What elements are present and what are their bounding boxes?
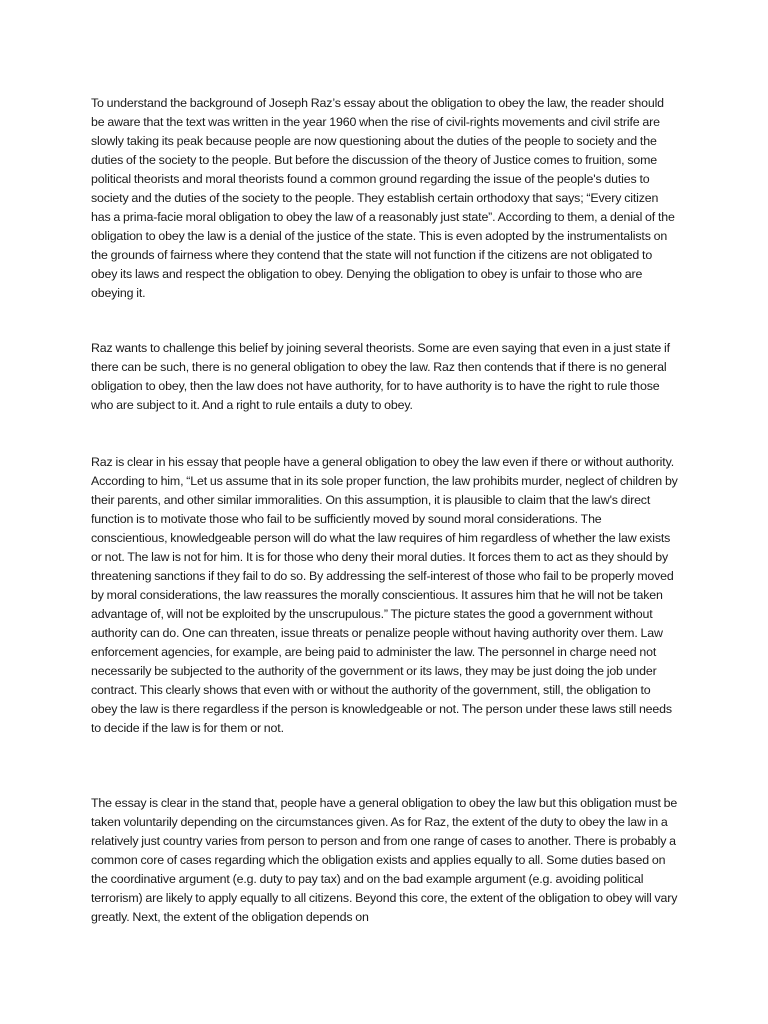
paragraph-general-obligation: Raz is clear in his essay that people have a general obligation to obey the law even if there or without authority. According to him, “Let us assume that in its sole proper function, the law prohibits murder, neglect of children by their parents, and other similar immoralities. On this assumption, it is plausible to claim that the law's direct function is to motivate those who fail to be sufficiently moved by sound moral considerations. The conscientious, knowledgeable person will do what the law requires of him regardless of whether the law exists or not. The law is not for him. It is for those who deny their moral duties. It forces them to act as they should by threatening sanctions if they fail to do so. By addressing the self-interest of those who fail to be properly moved by moral considerations, the law reassures the morally conscientious. It assures him that he will not be taken advantage of, will not be exploited by the unscrupulous.” The picture states the good a government without authority can do. One can threaten, issue threats or penalize people without having authority over them. Law enforcement agencies, for example, are being paid to administer the law. The personnel in charge need not necessarily be subjected to the authority of the government or its laws, they may be just doing the job under contract. This clearly shows that even with or without the authority of the government, still, the obligation to obey the law is there regardless if the person is knowledgeable or not. The person under these laws still needs to decide if the law is for them or not. [91, 455, 678, 735]
paragraph-essay-stand: The essay is clear in the stand that, people have a general obligation to obey the law but this obligation must be taken voluntarily depending on the circumstances given. As for Raz, the extent of the duty to obey the law in a relatively just country varies from person to person and from one range of cases to another. There is probably a common core of cases regarding which the obligation exists and applies equally to all. Some duties based on the coordinative argument (e.g. duty to pay tax) and on the bad example argument (e.g. avoiding political terrorism) are likely to apply equally to all citizens. Beyond this core, the extent of the obligation to obey will vary greatly. Next, the extent of the obligation depends on [91, 796, 678, 924]
paragraph-raz-challenge: Raz wants to challenge this belief by joining several theorists. Some are even saying that even in a just state if there can be such, there is no general obligation to obey the law. Raz then contends that if there is no general obligation to obey, then the law does not have authority, for to have authority is to have the right to rule those who are subject to it. And a right to rule entails a duty to obey. [91, 341, 670, 412]
paragraph-background: To understand the background of Joseph Raz’s essay about the obligation to obey the law, the reader should be aware that the text was written in the year 1960 when the rise of civil-rights movements and civil strife are slowly taking its peak because people are now questioning about the duties of the people to society and the duties of the society to the people. But before the discussion of the theory of Justice comes to fruition, some political theorists and moral theorists found a common ground regarding the issue of the people's duties to society and the duties of the society to the people. They establish certain orthodoxy that says; “Every citizen has a prima-facie moral obligation to obey the law of a reasonably just state”. According to them, a denial of the obligation to obey the law is a denial of the justice of the state. This is even adopted by the instrumentalists on the grounds of fairness where they contend that the state will not function if the citizens are not obligated to obey its laws and respect the obligation to obey. Denying the obligation to obey is unfair to those who are obeying it. [91, 96, 675, 300]
